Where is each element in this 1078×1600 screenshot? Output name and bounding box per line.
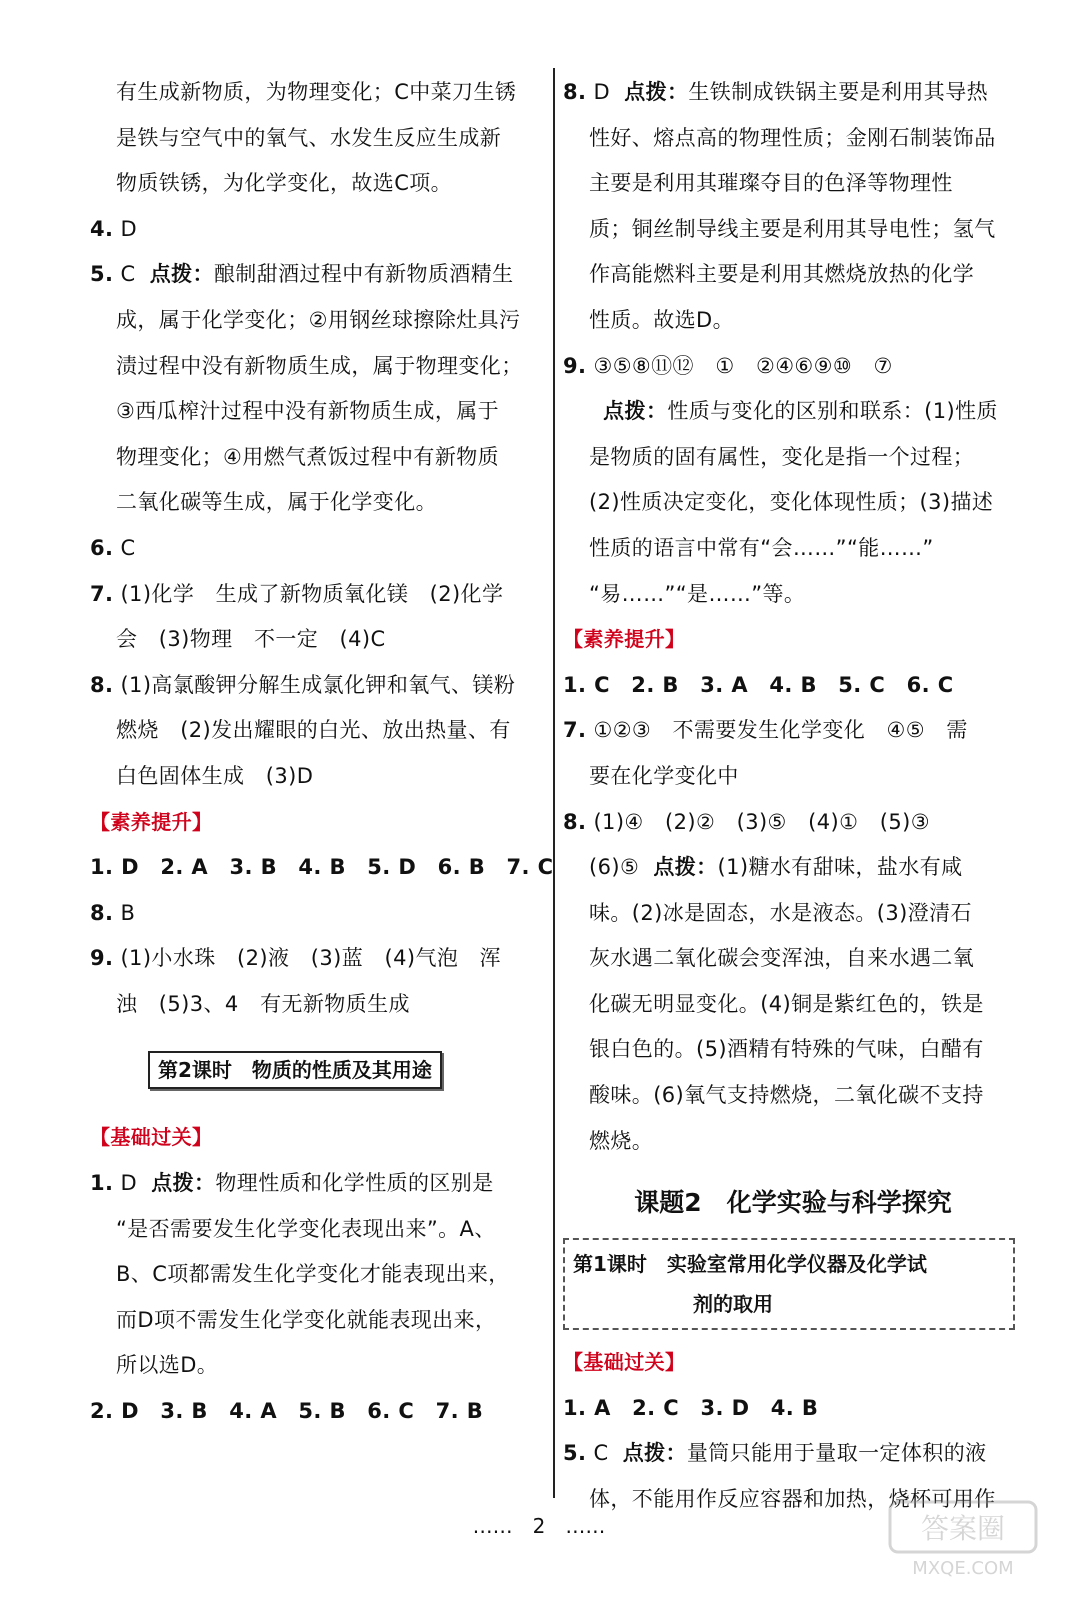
- question-number: 5.: [90, 262, 114, 287]
- answer-line: [90, 207, 540, 253]
- column-divider: [553, 68, 555, 1498]
- answer-text: 灰水遇二氧化碳会变浑浊，自来水遇二氧: [589, 946, 975, 971]
- answer-text: C: [120, 262, 136, 287]
- answer-text: 性质的语言中常有“会……”“能……”: [589, 535, 934, 560]
- answer-text: 化碳无明显变化。(4)铜是紫红色的，铁是: [589, 991, 984, 1016]
- answer-text: 作高能燃料主要是利用其燃烧放热的化学: [589, 262, 975, 287]
- question-number: 6.: [90, 535, 114, 560]
- answer-line: [90, 663, 540, 709]
- hint-text: 量筒只能用于量取一定体积的液: [686, 1441, 987, 1466]
- question-number: 5.: [563, 1441, 587, 1466]
- answer-line: [563, 344, 1023, 390]
- answer-line: [90, 845, 554, 891]
- hint-text: 生铁制成铁锅主要是利用其导热: [688, 80, 989, 104]
- answer-text: 主要是利用其璀璨夺目的色泽等物理性: [589, 171, 953, 196]
- answer-text: 性好、熔点高的物理性质；金刚石制装饰品: [589, 125, 996, 150]
- question-number: 8.: [90, 672, 114, 697]
- answer-text: 会 (3)物理 不一定 (4)C: [116, 627, 386, 652]
- answer-line: [563, 116, 1023, 162]
- answer-text: (2)性质决定变化，变化体现性质；(3)描述: [589, 490, 994, 515]
- lesson-box: [563, 1238, 1015, 1330]
- answer-text: 有生成新物质，为物理变化；C中菜刀生锈: [116, 80, 517, 104]
- answer-line: [90, 526, 540, 572]
- answer-text: 体，不能用作反应容器和加热，烧杯可用作: [589, 1487, 996, 1512]
- hint-text: 物理性质和化学性质的区别是: [215, 1171, 494, 1196]
- section-tag-label: 【基础过关】: [563, 1350, 686, 1375]
- answer-line: [563, 207, 1023, 253]
- answer-text: 是物质的固有属性，变化是指一个过程；: [589, 444, 975, 469]
- answer-line: [90, 1343, 540, 1389]
- answer-line: [90, 754, 540, 800]
- lesson-title-line2: 剂的取用: [693, 1292, 773, 1317]
- answer-line: [563, 1119, 1023, 1165]
- hint-text: (1)糖水有甜味，盐水有咸: [717, 855, 963, 880]
- answer-line: [90, 891, 540, 937]
- answer-line: [90, 252, 540, 298]
- answer-line: [90, 344, 540, 390]
- answer-text: 质；铜丝制导线主要是利用其导电性；氢气: [589, 216, 996, 241]
- answer-line: [90, 617, 540, 663]
- answer-text: 渍过程中没有新物质生成，属于物理变化；: [116, 353, 523, 378]
- answer-line: [90, 982, 540, 1028]
- section-tag-label: 【基础过关】: [90, 1125, 213, 1150]
- lesson-box: [90, 1027, 540, 1115]
- answer-line: [90, 435, 540, 481]
- answer-text: 银白色的。(5)酒精有特殊的气味，白醋有: [589, 1037, 984, 1062]
- hint-text: 酿制甜酒过程中有新物质酒精生: [213, 262, 514, 287]
- watermark-text: MXQE.COM: [912, 1558, 1014, 1579]
- answer-line: [563, 1073, 1023, 1119]
- question-number: 8.: [90, 900, 114, 925]
- answer-line: [90, 936, 540, 982]
- answer-line: [563, 389, 1023, 435]
- left-column: [90, 70, 554, 1435]
- section-tag: [563, 1340, 1023, 1386]
- answer-line: [563, 572, 1023, 618]
- answer-line: [90, 298, 540, 344]
- answer-line: [563, 70, 1023, 116]
- right-column: [563, 70, 1023, 1523]
- answer-line: [90, 1389, 540, 1435]
- answer-text: 2. D 3. B 4. A 5. B 6. C 7. B: [90, 1399, 484, 1424]
- answer-line: [563, 1431, 1023, 1477]
- answer-line: [90, 389, 540, 435]
- topic-heading: 课题2 化学实验与科学探究: [634, 1188, 952, 1218]
- answer-text: 成，属于化学变化；②用钢丝球擦除灶具污: [116, 307, 521, 332]
- hint-label: 点拨：: [624, 80, 689, 104]
- answer-text: ①②③ 不需要发生化学变化 ④⑤ 需: [593, 718, 968, 743]
- answer-line: [90, 1298, 540, 1344]
- answer-text: 1. D 2. A 3. B 4. B 5. D 6. B 7. C: [90, 855, 554, 880]
- answer-line: [90, 572, 540, 618]
- answer-text: 而D项不需发生化学变化就能表现出来，: [116, 1307, 497, 1332]
- answer-line: [563, 845, 1023, 891]
- question-number: 9.: [90, 946, 114, 971]
- answer-line: [563, 298, 1023, 344]
- answer-text: 1. A 2. C 3. D 4. B: [563, 1395, 819, 1420]
- hint-text: 性质与变化的区别和联系：(1)性质: [667, 399, 998, 424]
- watermark-logo: [888, 1500, 1038, 1580]
- question-number: 4.: [90, 216, 114, 241]
- answer-text: B、C项都需发生化学变化才能表现出来，: [116, 1262, 510, 1287]
- answer-text: (1)小水珠 (2)液 (3)蓝 (4)气泡 浑: [120, 946, 502, 971]
- lesson-title: 第2课时 物质的性质及其用途: [148, 1051, 442, 1089]
- answer-text: 所以选D。: [116, 1353, 219, 1378]
- answer-text: 性质。故选D。: [589, 307, 734, 332]
- answer-text: ③西瓜榨汁过程中没有新物质生成，属于: [116, 399, 500, 424]
- answer-line: [563, 435, 1023, 481]
- answer-line: [90, 161, 540, 207]
- section-tag-label: 【素养提升】: [563, 627, 686, 652]
- answer-text: (1)④ (2)② (3)⑤ (4)① (5)③: [593, 809, 930, 834]
- answer-text: (1)高氯酸钾分解生成氯化钾和氧气、镁粉: [120, 672, 516, 697]
- answer-text: C: [120, 535, 136, 560]
- answer-text: 味。(2)冰是固态，水是液态。(3)澄清石: [589, 900, 972, 925]
- answer-text: 燃烧 (2)发出耀眼的白光、放出热量、有: [116, 718, 511, 743]
- answer-line: [90, 116, 540, 162]
- question-number: 9.: [563, 353, 587, 378]
- answer-line: [563, 800, 1023, 846]
- answer-text: (1)化学 生成了新物质氧化镁 (2)化学: [120, 581, 504, 606]
- hint-label: 点拨：: [653, 855, 718, 880]
- answer-line: [563, 754, 1023, 800]
- answer-text: 燃烧。: [589, 1128, 654, 1153]
- answer-text: 二氧化碳等生成，属于化学变化。: [116, 490, 437, 515]
- answer-line: [90, 1252, 540, 1298]
- answer-text: 浊 (5)3、4 有无新物质生成: [116, 991, 410, 1016]
- question-number: 8.: [563, 809, 587, 834]
- answer-line: [563, 663, 1023, 709]
- answer-line: [563, 1386, 1023, 1432]
- answer-line: [563, 161, 1023, 207]
- answer-text: “是否需要发生化学变化表现出来”。A、: [116, 1216, 496, 1241]
- hint-label: 点拨：: [603, 399, 668, 424]
- answer-line: [563, 1027, 1023, 1073]
- answer-line: [563, 936, 1023, 982]
- page-number: …… 2 ……: [472, 1514, 606, 1538]
- question-number: 7.: [563, 718, 587, 743]
- answer-text: 是铁与空气中的氧气、水发生反应生成新: [116, 125, 502, 150]
- answer-line: [563, 891, 1023, 937]
- answer-text: (6)⑤: [589, 855, 640, 880]
- answer-text: 物理变化；④用燃气煮饭过程中有新物质: [116, 444, 500, 469]
- answer-text: 物质铁锈，为化学变化，故选C项。: [116, 171, 453, 196]
- answer-line: [563, 982, 1023, 1028]
- question-number: 8.: [563, 80, 587, 104]
- answer-line: [90, 1207, 540, 1253]
- answer-text: 1. C 2. B 3. A 4. B 5. C 6. C: [563, 672, 954, 697]
- answer-text: D: [593, 80, 611, 104]
- answer-text: D: [120, 1171, 138, 1196]
- question-number: 7.: [90, 581, 114, 606]
- answer-line: [563, 252, 1023, 298]
- answer-line: [90, 480, 540, 526]
- answer-line: [563, 708, 1023, 754]
- answer-line: [90, 1161, 540, 1207]
- lesson-title-line1: 第1课时 实验室常用化学仪器及化学试: [573, 1252, 927, 1277]
- answer-text: “易……”“是……”等。: [589, 581, 806, 606]
- answer-line: [563, 480, 1023, 526]
- answer-line: [563, 526, 1023, 572]
- answer-line: [90, 70, 540, 116]
- section-tag: [90, 1115, 540, 1161]
- answer-text: B: [120, 900, 136, 925]
- section-tag: [90, 800, 540, 846]
- answer-text: 酸味。(6)氧气支持燃烧，二氧化碳不支持: [589, 1083, 984, 1108]
- hint-label: 点拨：: [622, 1441, 687, 1466]
- question-number: 1.: [90, 1171, 114, 1196]
- answer-text: D: [120, 216, 138, 241]
- answer-text: C: [593, 1441, 609, 1466]
- svg-text:答案圈: 答案圈: [920, 1512, 1006, 1545]
- hint-label: 点拨：: [151, 1171, 216, 1196]
- answer-line: [90, 708, 540, 754]
- answer-text: ③⑤⑧⑪⑫ ① ②④⑥⑨⑩ ⑦: [593, 353, 893, 378]
- answer-text: 要在化学变化中: [589, 763, 739, 788]
- section-tag-label: 【素养提升】: [90, 809, 213, 834]
- answer-text: 白色固体生成 (3)D: [116, 763, 314, 788]
- section-tag: [563, 617, 1023, 663]
- hint-label: 点拨：: [149, 262, 214, 287]
